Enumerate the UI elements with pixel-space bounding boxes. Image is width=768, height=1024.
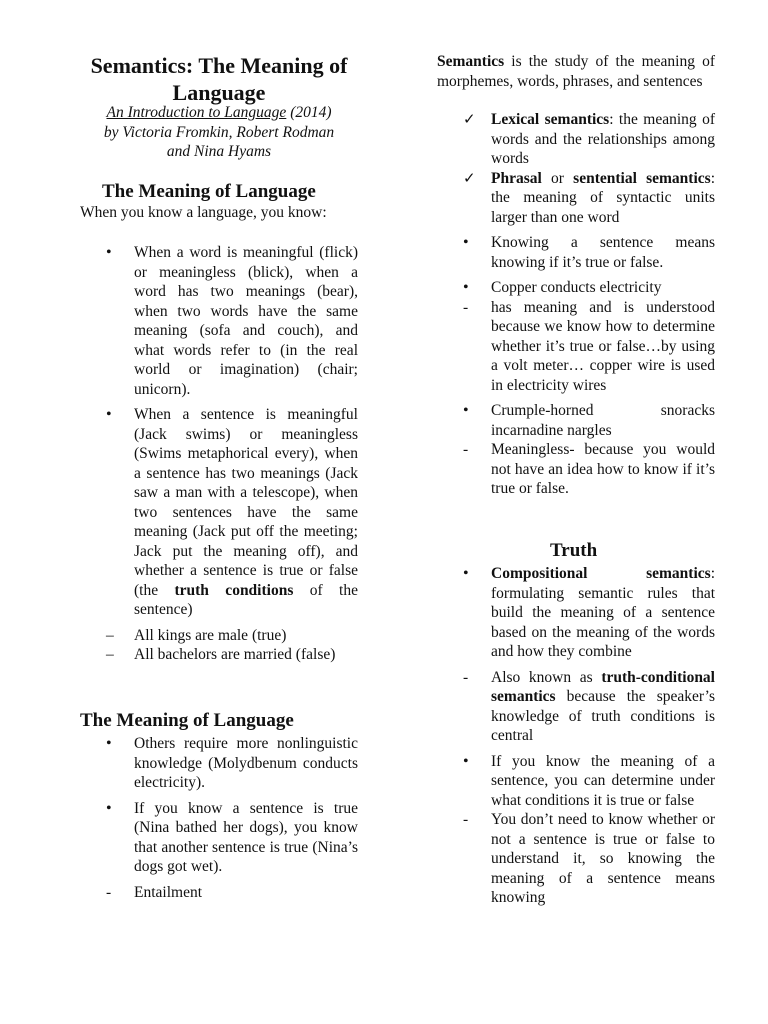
- dash-icon: [106, 626, 126, 646]
- truth-list: [437, 564, 715, 908]
- hyphen-icon: [463, 440, 483, 460]
- list-item: – All kings are male (true): [80, 626, 358, 646]
- list-item: • Others require more nonlinguistic knowledge (Molydbenum conducts electricity).: [80, 734, 358, 793]
- list-item: - has meaning and is understood because we know how to determine whether it’s true or false…by using a volt meter… copper wire is used in electricity wires: [437, 298, 715, 396]
- list-item: • When a sentence is meaningful (Jack swims) or meaningless (Swims metaphorical every), when a sentence has two meanings (Jack saw a man with a telescope), when two sentences have the same meaning (Jack put off the meeting; Jack put the meaning off), and whether a sentence is true or false (the truth conditions of the sentence): [80, 405, 358, 620]
- list-item: • Compositional semantics: formulating semantic rules that build the meaning of a sentence based on the meaning of the words and how they combine: [437, 564, 715, 662]
- bullet-icon: [106, 243, 126, 263]
- dash-icon: [106, 645, 126, 665]
- book-title: An Introduction to Language: [106, 104, 287, 121]
- bullet-icon: [106, 405, 126, 425]
- right-list: [437, 110, 715, 499]
- book-year: (2014): [286, 104, 332, 121]
- list-item: - You don’t need to know whether or not a sentence is true or false to understand it, so knowing the meaning of a sentence means knowing: [437, 810, 715, 908]
- list-item: – All bachelors are married (false): [80, 645, 358, 665]
- list-item: • If you know a sentence is true (Nina bathed her dogs), you know that another sentence is true (Nina’s dogs got wet).: [80, 799, 358, 877]
- bullet-icon: [463, 401, 483, 421]
- list-item: • Crumple-horned snoracks incarnadine nargles: [437, 401, 715, 440]
- list-item: ✓ Phrasal or sentential semantics: the meaning of syntactic units larger than one word: [437, 169, 715, 228]
- hyphen-icon: [463, 810, 483, 830]
- bullet-icon: [463, 752, 483, 772]
- semantics-definition: Semantics is the study of the meaning of morphemes, words, phrases, and sentences: [437, 53, 715, 90]
- section-heading-meaning-2: The Meaning of Language: [80, 710, 294, 731]
- checkmark-icon: [463, 110, 483, 130]
- section2-list: [80, 734, 358, 902]
- list-item: ✓ Lexical semantics: the meaning of words and the relationships among words: [437, 110, 715, 169]
- list-item: - Meaningless- because you would not have an idea how to know if it’s true or false.: [437, 440, 715, 499]
- list-item: - Also known as truth-conditional semantics because the speaker’s knowledge of truth conditions is central: [437, 668, 715, 746]
- section-heading-truth: Truth: [550, 540, 598, 561]
- bullet-icon: [463, 564, 483, 584]
- authors-line-1: by Victoria Fromkin, Robert Rodman: [103, 123, 335, 141]
- document-title: Semantics: The Meaning of Language: [90, 53, 348, 105]
- list-item: • Copper conducts electricity: [437, 278, 715, 298]
- list-item: - Entailment: [80, 883, 358, 903]
- list-item: • If you know the meaning of a sentence, you can determine under what conditions it is true or false: [437, 752, 715, 811]
- section-heading-meaning-1: The Meaning of Language: [102, 181, 316, 202]
- section1-intro: When you know a language, you know:: [80, 204, 327, 221]
- bullet-icon: [463, 278, 483, 298]
- list-item: • When a word is meaningful (flick) or meaningless (blick), when a word has two meanings (bear), when two words have the same meaning (sofa and couch), and what words refer to (in the real world or imagination) (chair; unicorn).: [80, 243, 358, 399]
- hyphen-icon: [106, 883, 126, 903]
- checkmark-icon: [463, 169, 483, 189]
- bullet-icon: [106, 799, 126, 819]
- bullet-icon: [106, 734, 126, 754]
- source-citation: [80, 103, 358, 162]
- authors-line-2: and Nina Hyams: [166, 143, 272, 160]
- hyphen-icon: [463, 668, 483, 688]
- bullet-icon: [463, 233, 483, 253]
- list-item: • Knowing a sentence means knowing if it’s true or false.: [437, 233, 715, 272]
- section1-list: [80, 243, 358, 665]
- hyphen-icon: [463, 298, 483, 318]
